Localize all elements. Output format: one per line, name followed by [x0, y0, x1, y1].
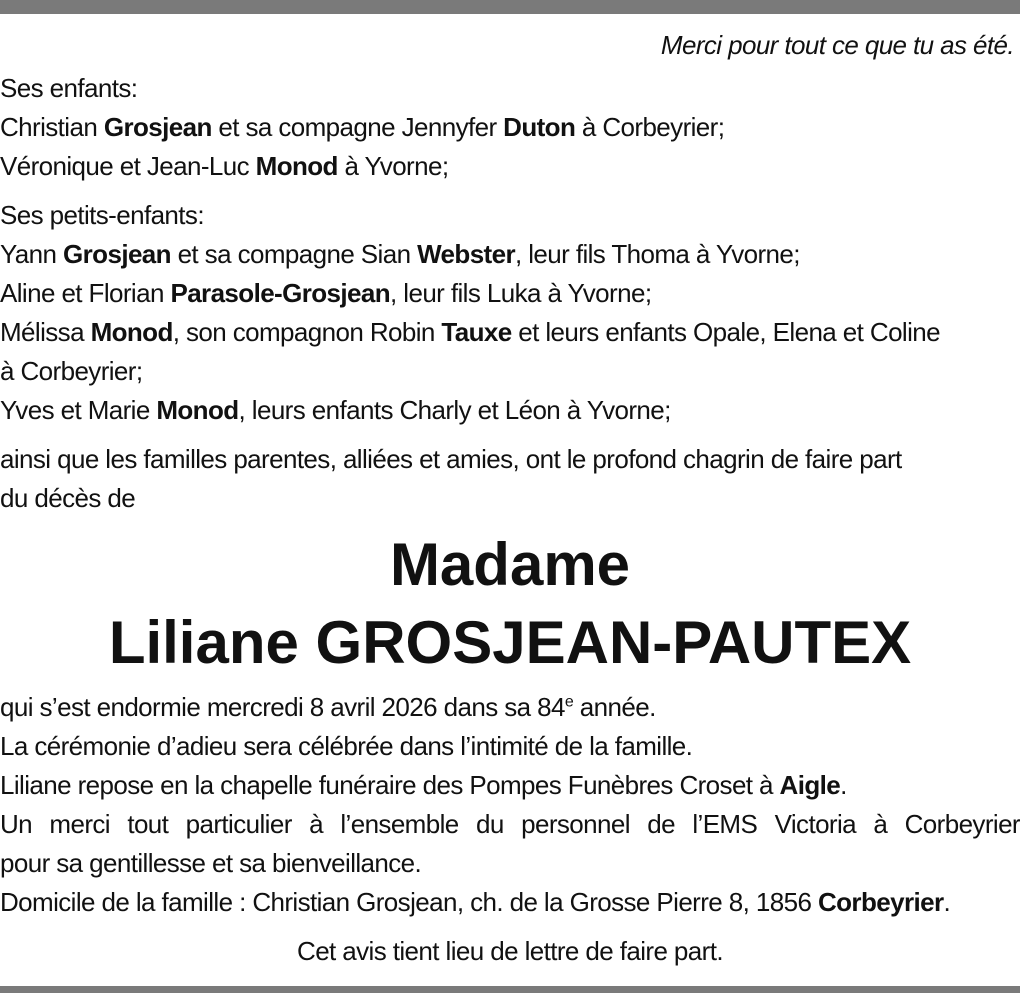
- grandchildren-heading: Ses petits-enfants:: [0, 200, 204, 230]
- line-text: et sa compagne Sian: [170, 239, 418, 269]
- top-rule: [0, 0, 1020, 14]
- line-text: à Yvorne;: [337, 151, 449, 181]
- home-end: .: [943, 887, 951, 917]
- children-heading: Ses enfants:: [0, 73, 138, 103]
- grandchild-entry: [0, 352, 1020, 391]
- home-text: Domicile de la famille : Christian Grosjean, ch. de la Grosse Pierre 8, 1856: [0, 887, 818, 917]
- family-name: Tauxe: [441, 317, 512, 347]
- grandchild-entry: [0, 313, 1020, 352]
- line-text: et leurs enfants Opale, Elena et Coline: [511, 317, 941, 347]
- deceased-name-block: [0, 526, 1020, 682]
- family-name: Duton: [503, 112, 576, 142]
- death-sup: e: [564, 693, 574, 711]
- announce-line-1: ainsi que les familles parentes, alliées et amies, ont le profond chagrin de faire part: [0, 444, 902, 474]
- closing-note: Cet avis tient lieu de lettre de faire part.: [297, 936, 723, 966]
- family-name: Grosjean: [63, 239, 171, 269]
- motto: Merci pour tout ce que tu as été.: [660, 30, 1014, 60]
- name-title: Madame: [389, 531, 631, 598]
- line-text: Mélissa: [0, 317, 91, 347]
- line-text: à Corbeyrier;: [575, 112, 725, 142]
- rests-text: Liliane repose en la chapelle funéraire des Pompes Funèbres Croset à: [0, 770, 780, 800]
- line-text: , son compagnon Robin: [172, 317, 442, 347]
- bottom-rule: [0, 986, 1020, 993]
- grandchild-entry: [0, 235, 1020, 274]
- line-text: à Corbeyrier;: [0, 356, 143, 386]
- name-full: Liliane GROSJEAN-PAUTEX: [108, 609, 912, 676]
- line-text: , leur fils Luka à Yvorne;: [390, 278, 652, 308]
- death-text-end: année.: [573, 692, 656, 722]
- death-text: qui s’est endormie mercredi 8 avril 2026 dans sa 84: [0, 692, 565, 722]
- home-place: Corbeyrier: [817, 887, 944, 917]
- line-text: , leurs enfants Charly et Léon à Yvorne;: [238, 395, 671, 425]
- grandchild-entry: [0, 391, 1020, 430]
- rests-place: Aigle: [779, 770, 841, 800]
- announce-line-2: du décès de: [0, 483, 136, 513]
- line-text: et sa compagne Jennyfer: [211, 112, 504, 142]
- thanks-line-2: pour sa gentillesse et sa bienveillance.: [0, 848, 422, 878]
- rests-line: [0, 766, 1020, 805]
- line-text: Aline et Florian: [0, 278, 171, 308]
- family-name: Grosjean: [103, 112, 212, 142]
- child-entry: [0, 108, 1020, 147]
- line-text: Véronique et Jean-Luc: [0, 151, 256, 181]
- children-list: [0, 108, 1020, 186]
- ceremony-line: La cérémonie d’adieu sera célébrée dans l’intimité de la famille.: [0, 731, 693, 761]
- family-name: Monod: [255, 151, 338, 181]
- thanks-line-1: Un merci tout particulier à l’ensemble du personnel de l’EMS Victoria à Corbeyrier: [0, 809, 1020, 839]
- line-text: Christian: [0, 112, 104, 142]
- home-line: [0, 883, 1020, 922]
- obituary-notice: [0, 26, 1020, 971]
- family-name: Parasole-Grosjean: [170, 278, 391, 308]
- grandchildren-list: [0, 235, 1020, 430]
- family-name: Webster: [417, 239, 515, 269]
- line-text: , leur fils Thoma à Yvorne;: [515, 239, 800, 269]
- family-name: Monod: [90, 317, 173, 347]
- child-entry: [0, 147, 1020, 186]
- line-text: Yves et Marie: [0, 395, 157, 425]
- rests-end: .: [840, 770, 847, 800]
- grandchild-entry: [0, 274, 1020, 313]
- line-text: Yann: [0, 239, 64, 269]
- death-line: [0, 688, 1020, 727]
- family-name: Monod: [156, 395, 239, 425]
